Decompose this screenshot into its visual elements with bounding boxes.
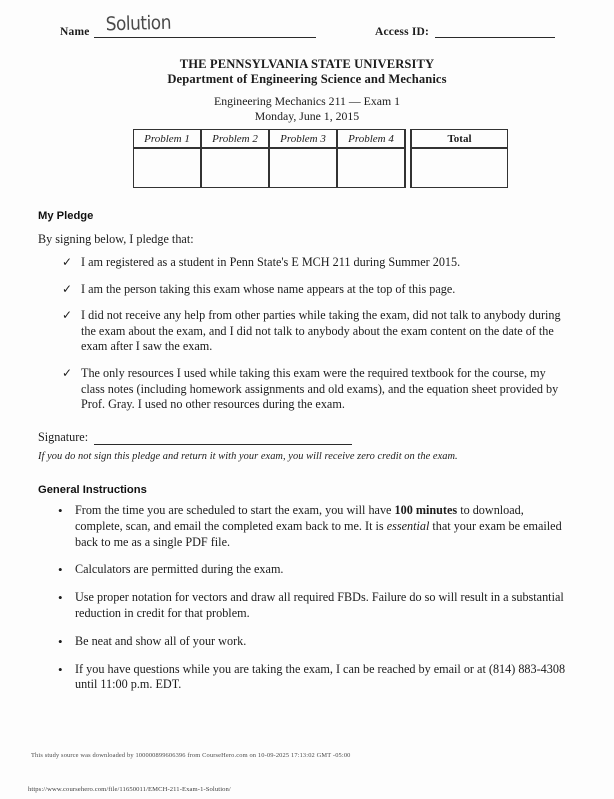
bullet-icon: •	[58, 661, 63, 677]
pledge-item-text: The only resources I used while taking this exam were the required textbook for the course, my class notes (including homework assignments and old exams), and the equation sheet provided by Prof. Gray. I used no other resources during the exam.	[81, 365, 559, 412]
bullet-icon: •	[58, 562, 63, 578]
signature-warning-text: If you do not sign this pledge and return it with your exam, you will receive zero credit on the exam.	[38, 451, 458, 462]
pledge-item-text: I am the person taking this exam whose name appears at the top of this page.	[81, 281, 456, 296]
pledge-item-text: I am registered as a student in Penn State's E MCH 211 during Summer 2015.	[81, 255, 461, 269]
score-cell-total[interactable]	[411, 148, 508, 188]
instruction-item	[58, 590, 570, 622]
check-icon: ✓	[62, 255, 73, 269]
score-header-problem-3: Problem 3	[269, 129, 337, 148]
instruction-item	[58, 562, 570, 578]
handwritten-name-value: Solution	[104, 11, 171, 37]
check-icon: ✓	[62, 308, 73, 323]
instruction-item-text: Be neat and show all of your work.	[75, 633, 247, 648]
score-header-problem-4: Problem 4	[337, 129, 405, 148]
instruction-item-text: Use proper notation for vectors and draw all required FBDs. Failure do so will result in a substantial reduction in credit for that problem.	[75, 590, 564, 620]
instruction-item	[58, 503, 570, 550]
pledge-item-text: I did not receive any help from other parties while taking the exam, did not talk to anybody during the exam about the exam, and I did not talk to anybody about the exam content on the date of the exam after I saw the exam.	[81, 308, 561, 354]
pledge-list	[62, 255, 567, 413]
signature-label: Signature:	[38, 430, 89, 444]
access-id-field-group	[375, 22, 555, 38]
pledge-intro: By signing below, I pledge that:	[38, 232, 194, 246]
score-table-value-row	[133, 148, 508, 188]
score-cell-problem-2[interactable]	[201, 148, 269, 188]
check-icon: ✓	[62, 281, 73, 296]
university-name: THE PENNSYLVANIA STATE UNIVERSITY	[179, 57, 435, 71]
signature-input-line[interactable]	[94, 430, 352, 445]
name-label: Name	[60, 26, 90, 38]
pledge-heading: My Pledge	[38, 210, 94, 222]
score-header-problem-1: Problem 1	[133, 129, 201, 148]
score-table	[133, 129, 508, 188]
score-cell-problem-3[interactable]	[269, 148, 337, 188]
instructions-heading: General Instructions	[38, 484, 147, 496]
instructions-list	[58, 503, 570, 705]
check-icon: ✓	[62, 365, 73, 380]
name-field-group	[60, 11, 316, 38]
instruction-item-text: If you have questions while you are taking the exam, I can be reached by email or at (814) 883-4308 until 11:00 p.m. EDT.	[75, 661, 566, 692]
download-watermark-note: This study source was downloaded by 100000899606396 from CourseHero.com on 10-09-2025 17:13:02 GMT -05:00	[31, 752, 351, 759]
pledge-item	[62, 366, 567, 413]
identity-row	[60, 11, 556, 40]
pledge-item	[62, 282, 567, 298]
access-id-input-line[interactable]	[435, 22, 555, 38]
score-cell-problem-4[interactable]	[337, 148, 405, 188]
name-input-line[interactable]	[94, 11, 316, 38]
score-header-problem-2: Problem 2	[201, 129, 269, 148]
pledge-item	[62, 255, 567, 271]
signature-row	[38, 430, 352, 445]
title-block	[0, 57, 614, 124]
score-header-total: Total	[411, 129, 508, 148]
bullet-icon: •	[58, 633, 63, 649]
instruction-item	[58, 662, 570, 694]
score-table-header-row	[133, 129, 508, 148]
course-exam-title: Engineering Mechanics 211 — Exam 1	[214, 94, 400, 108]
instruction-item	[58, 634, 570, 650]
source-url[interactable]: https://www.coursehero.com/file/11650011/EMCH-211-Exam-1-Solution/	[28, 786, 231, 793]
score-cell-problem-1[interactable]	[133, 148, 201, 188]
department-name: Department of Engineering Science and Mechanics	[167, 72, 447, 86]
bullet-icon: •	[58, 590, 63, 606]
bullet-icon: •	[58, 503, 63, 518]
instruction-item-text: Calculators are permitted during the exam.	[75, 562, 284, 577]
access-id-label: Access ID:	[375, 26, 430, 38]
instruction-item-text: From the time you are scheduled to start the exam, you will have 100 minutes to download, complete, scan, and email the completed exam back to me. It is essential that your exam be emailed back to me as a single PDF file.	[75, 503, 562, 549]
exam-date: Monday, June 1, 2015	[254, 109, 360, 123]
pledge-item	[62, 308, 567, 355]
